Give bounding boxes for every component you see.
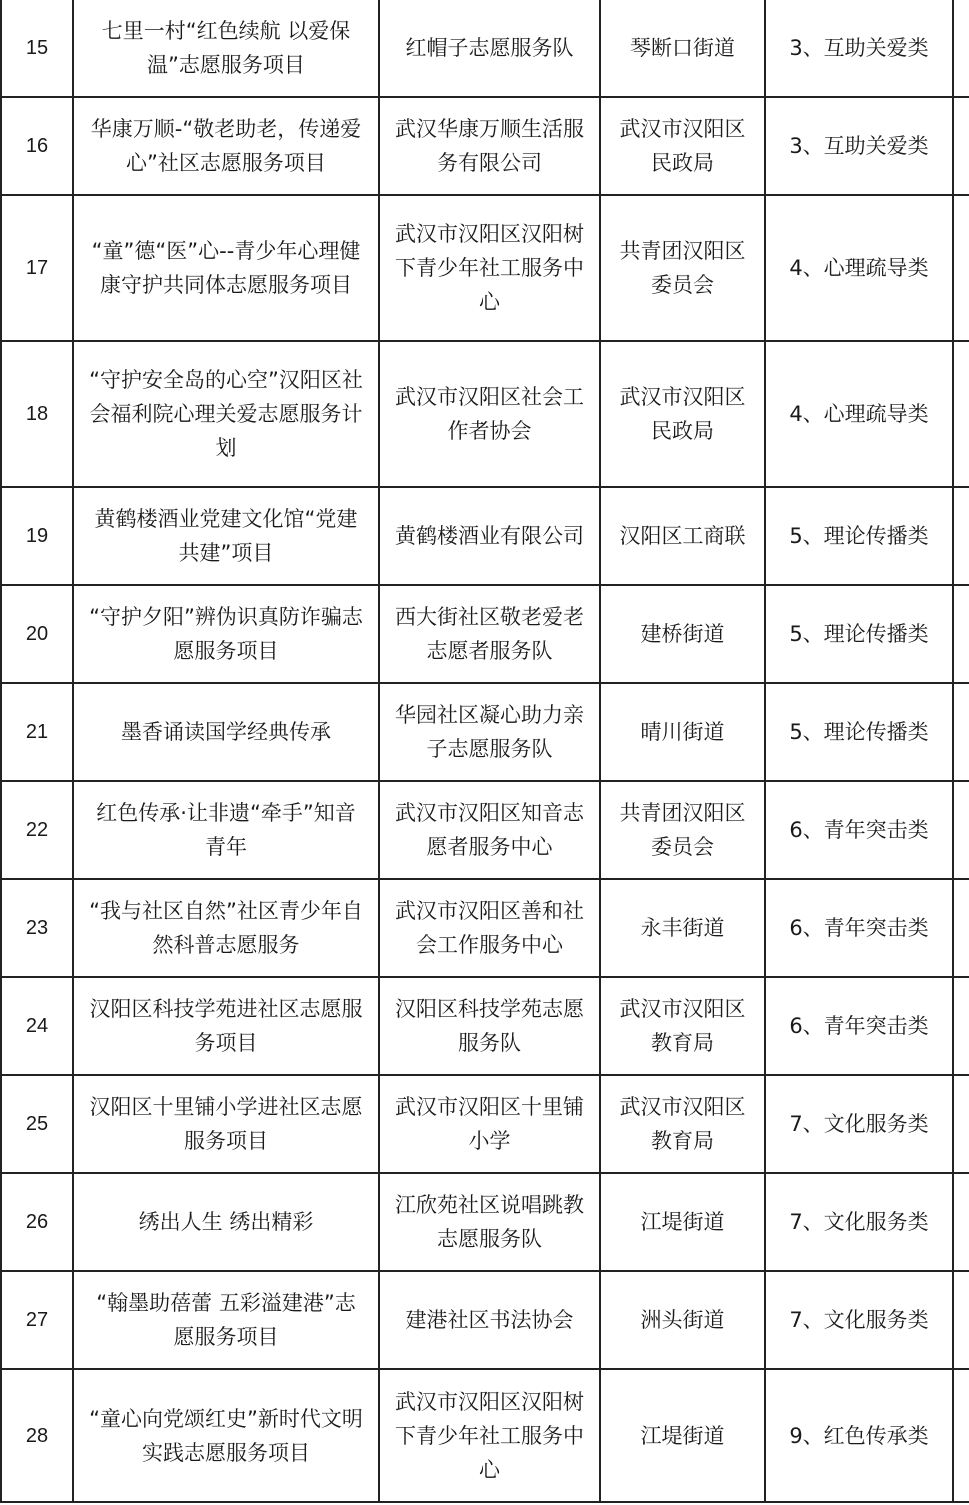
table-body <box>1 0 969 1502</box>
table-row <box>1 1271 969 1369</box>
cell-category: 6、青年突击类 <box>765 781 953 879</box>
cell-number: 19 <box>1 487 73 585</box>
cell-extra <box>953 341 969 487</box>
cell-number: 16 <box>1 97 73 195</box>
cell-recommending-unit: 江堤街道 <box>600 1173 765 1271</box>
cell-project-name: 墨香诵读国学经典传承 <box>73 683 379 781</box>
cell-project-name: “守护安全岛的心空”汉阳区社会福利院心理关爱志愿服务计划 <box>73 341 379 487</box>
cell-number: 22 <box>1 781 73 879</box>
cell-recommending-unit: 琴断口街道 <box>600 0 765 97</box>
table-row <box>1 977 969 1075</box>
cell-recommending-unit: 武汉市汉阳区民政局 <box>600 341 765 487</box>
cell-category: 7、文化服务类 <box>765 1173 953 1271</box>
cell-project-name: 红色传承·让非遗“牵手”知音青年 <box>73 781 379 879</box>
cell-category: 7、文化服务类 <box>765 1075 953 1173</box>
cell-number: 17 <box>1 195 73 341</box>
cell-extra <box>953 1369 969 1502</box>
cell-category: 3、互助关爱类 <box>765 0 953 97</box>
cell-extra <box>953 683 969 781</box>
cell-project-name: 黄鹤楼酒业党建文化馆“党建共建”项目 <box>73 487 379 585</box>
table-row <box>1 1369 969 1502</box>
cell-organization: 红帽子志愿服务队 <box>379 0 600 97</box>
cell-category: 5、理论传播类 <box>765 683 953 781</box>
cell-organization: 华园社区凝心助力亲子志愿服务队 <box>379 683 600 781</box>
cell-organization: 建港社区书法协会 <box>379 1271 600 1369</box>
cell-extra <box>953 0 969 97</box>
cell-extra <box>953 97 969 195</box>
cell-category: 5、理论传播类 <box>765 585 953 683</box>
cell-organization: 武汉市汉阳区善和社会工作服务中心 <box>379 879 600 977</box>
cell-category: 3、互助关爱类 <box>765 97 953 195</box>
cell-organization: 武汉市汉阳区社会工作者协会 <box>379 341 600 487</box>
cell-extra <box>953 487 969 585</box>
cell-recommending-unit: 晴川街道 <box>600 683 765 781</box>
cell-extra <box>953 879 969 977</box>
cell-organization: 汉阳区科技学苑志愿服务队 <box>379 977 600 1075</box>
cell-recommending-unit: 汉阳区工商联 <box>600 487 765 585</box>
cell-number: 15 <box>1 0 73 97</box>
cell-project-name: “翰墨助蓓蕾 五彩溢建港”志愿服务项目 <box>73 1271 379 1369</box>
cell-category: 9、红色传承类 <box>765 1369 953 1502</box>
cell-recommending-unit: 武汉市汉阳区教育局 <box>600 977 765 1075</box>
cell-organization: 黄鹤楼酒业有限公司 <box>379 487 600 585</box>
cell-number: 18 <box>1 341 73 487</box>
cell-number: 24 <box>1 977 73 1075</box>
cell-organization: 武汉市汉阳区十里铺小学 <box>379 1075 600 1173</box>
table-row <box>1 341 969 487</box>
table-row <box>1 585 969 683</box>
cell-extra <box>953 1271 969 1369</box>
cell-extra <box>953 977 969 1075</box>
table-row <box>1 1173 969 1271</box>
cell-organization: 武汉市汉阳区汉阳树下青少年社工服务中心 <box>379 1369 600 1502</box>
cell-recommending-unit: 永丰街道 <box>600 879 765 977</box>
cell-project-name: 华康万顺-“敬老助老，传递爱心”社区志愿服务项目 <box>73 97 379 195</box>
cell-project-name: 七里一村“红色续航 以爱保温”志愿服务项目 <box>73 0 379 97</box>
cell-project-name: “童”德“医”心--青少年心理健康守护共同体志愿服务项目 <box>73 195 379 341</box>
cell-recommending-unit: 武汉市汉阳区教育局 <box>600 1075 765 1173</box>
cell-project-name: 汉阳区十里铺小学进社区志愿服务项目 <box>73 1075 379 1173</box>
cell-extra <box>953 585 969 683</box>
cell-category: 4、心理疏导类 <box>765 341 953 487</box>
cell-category: 5、理论传播类 <box>765 487 953 585</box>
table-row <box>1 487 969 585</box>
cell-extra <box>953 781 969 879</box>
table-row <box>1 195 969 341</box>
cell-number: 25 <box>1 1075 73 1173</box>
cell-extra <box>953 1075 969 1173</box>
cell-number: 28 <box>1 1369 73 1502</box>
cell-recommending-unit: 建桥街道 <box>600 585 765 683</box>
cell-number: 21 <box>1 683 73 781</box>
table-row <box>1 1075 969 1173</box>
cell-recommending-unit: 武汉市汉阳区民政局 <box>600 97 765 195</box>
cell-category: 6、青年突击类 <box>765 977 953 1075</box>
table-row <box>1 781 969 879</box>
cell-organization: 西大街社区敬老爱老志愿者服务队 <box>379 585 600 683</box>
cell-recommending-unit: 共青团汉阳区委员会 <box>600 195 765 341</box>
cell-recommending-unit: 共青团汉阳区委员会 <box>600 781 765 879</box>
cell-organization: 武汉市汉阳区汉阳树下青少年社工服务中心 <box>379 195 600 341</box>
cell-organization: 武汉市汉阳区知音志愿者服务中心 <box>379 781 600 879</box>
table-row <box>1 879 969 977</box>
cell-recommending-unit: 洲头街道 <box>600 1271 765 1369</box>
cell-organization: 江欣苑社区说唱跳教志愿服务队 <box>379 1173 600 1271</box>
cell-number: 27 <box>1 1271 73 1369</box>
cell-extra <box>953 195 969 341</box>
table-row <box>1 0 969 97</box>
cell-extra <box>953 1173 969 1271</box>
cell-number: 26 <box>1 1173 73 1271</box>
cell-project-name: 汉阳区科技学苑进社区志愿服务项目 <box>73 977 379 1075</box>
cell-number: 23 <box>1 879 73 977</box>
cell-project-name: “守护夕阳”辨伪识真防诈骗志愿服务项目 <box>73 585 379 683</box>
table-row <box>1 683 969 781</box>
cell-organization: 武汉华康万顺生活服务有限公司 <box>379 97 600 195</box>
table-row <box>1 97 969 195</box>
cell-project-name: “我与社区自然”社区青少年自然科普志愿服务 <box>73 879 379 977</box>
cell-project-name: 绣出人生 绣出精彩 <box>73 1173 379 1271</box>
cell-category: 4、心理疏导类 <box>765 195 953 341</box>
cell-project-name: “童心向党颂红史”新时代文明实践志愿服务项目 <box>73 1369 379 1502</box>
cell-category: 6、青年突击类 <box>765 879 953 977</box>
cell-category: 7、文化服务类 <box>765 1271 953 1369</box>
cell-recommending-unit: 江堤街道 <box>600 1369 765 1502</box>
cell-number: 20 <box>1 585 73 683</box>
